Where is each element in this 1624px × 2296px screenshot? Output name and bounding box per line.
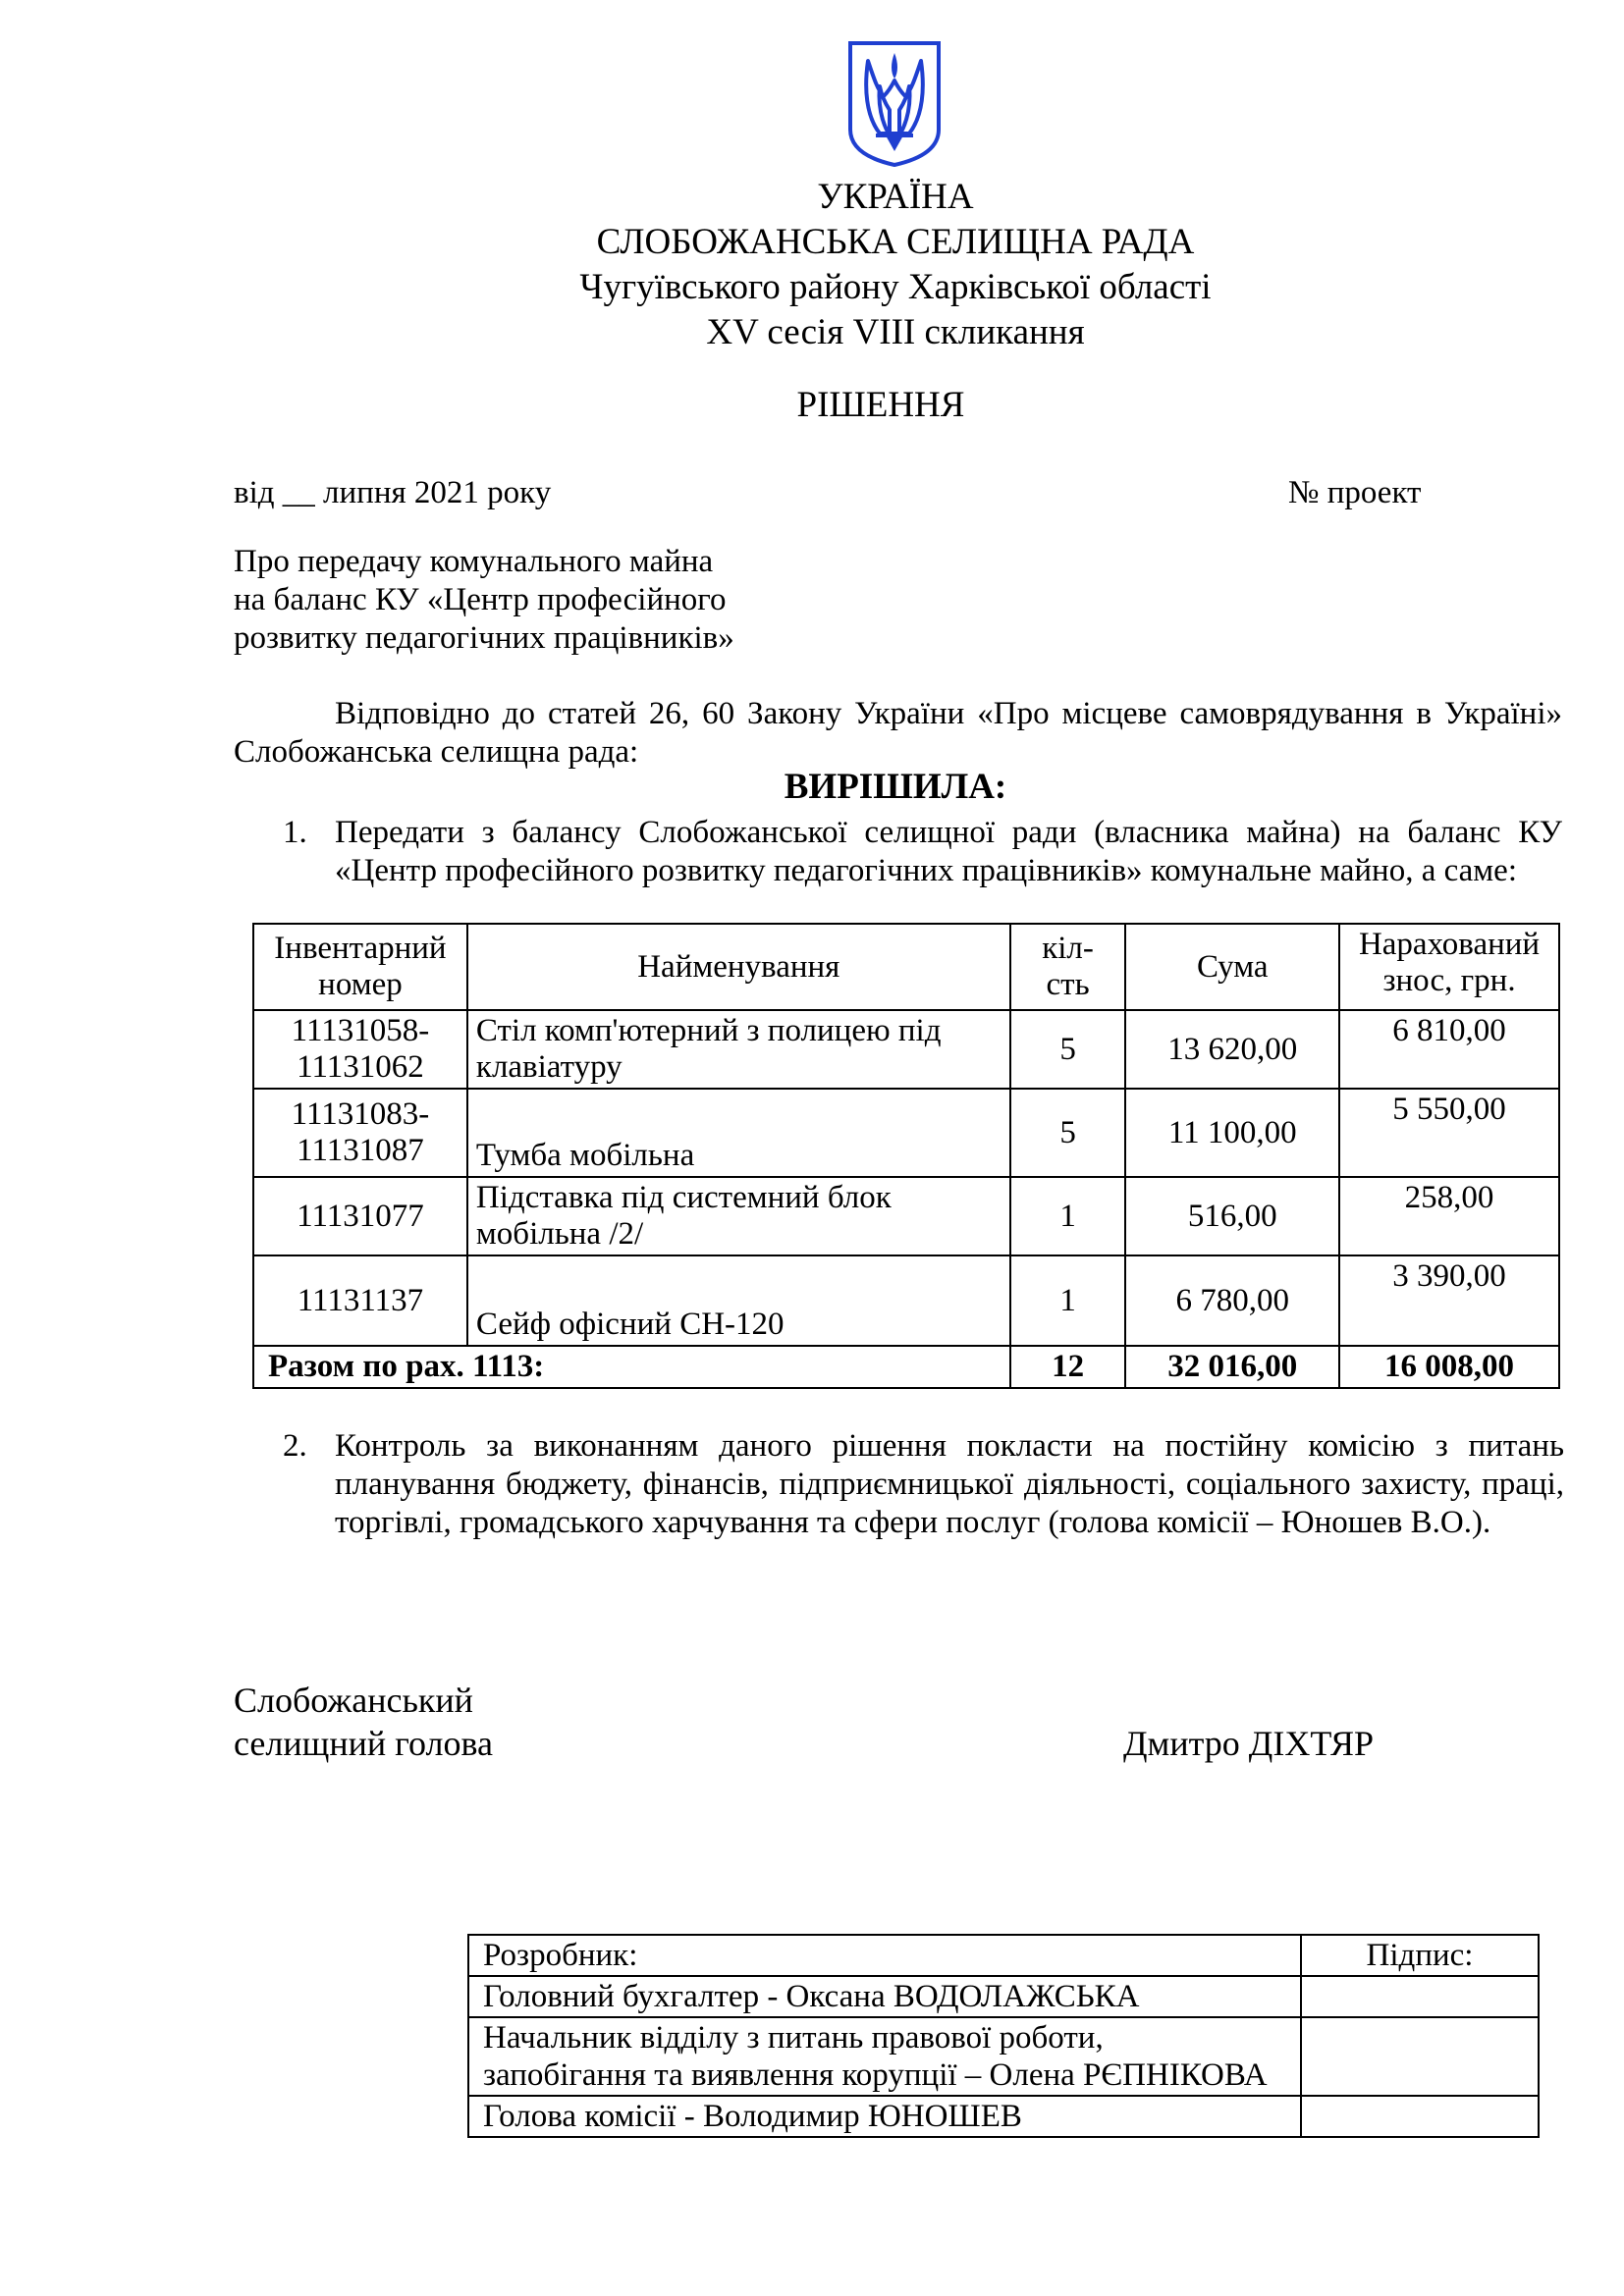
item-number: 2. (283, 1428, 307, 1464)
inv-number: 11131087 (297, 1133, 424, 1168)
approver-name: Головний бухгалтер - Оксана ВОДОЛАЖСЬКА (468, 1976, 1301, 2017)
header-district: Чугуївського району Харківської області (579, 267, 1212, 307)
table-row (253, 1010, 1559, 1089)
name-cell (467, 1177, 1010, 1255)
approver-line: Начальник відділу з питань правової роботи, (483, 2020, 1104, 2056)
item2-line: планування бюджету, фінансів, підприємницької діяльності, соціального захисту, праці, (335, 1467, 1564, 1502)
sum-cell: 13 620,00 (1125, 1010, 1339, 1089)
item-number: 1. (283, 815, 307, 850)
sum-cell: 516,00 (1125, 1177, 1339, 1255)
inv-cell (253, 1089, 467, 1177)
signatory-name: Дмитро ДІХТЯР (1123, 1724, 1374, 1763)
approval-row (468, 1976, 1539, 2017)
approver-name (468, 2017, 1301, 2096)
dep-cell: 258,00 (1339, 1177, 1559, 1255)
header-sum: Сума (1125, 924, 1339, 1010)
approval-table (467, 1934, 1540, 2138)
approval-header-left: Розробник: (468, 1935, 1301, 1976)
total-dep: 16 008,00 (1339, 1346, 1559, 1388)
header-council: СЛОБОЖАНСЬКА СЕЛИЩНА РАДА (596, 222, 1195, 262)
header-dep-1: Нарахований (1358, 927, 1541, 962)
header-inv-1: Інвентарний (274, 931, 447, 966)
header-country: УКРАЇНА (817, 177, 974, 217)
item-name: мобільна /2/ (475, 1216, 644, 1252)
approval-header-row (468, 1935, 1539, 1976)
subject-line: на баланс КУ «Центр професійного (234, 582, 727, 617)
qty-cell: 5 (1010, 1089, 1126, 1177)
header-dep-2: знос, грн. (1382, 963, 1516, 998)
qty-cell: 1 (1010, 1177, 1126, 1255)
item-name: клавіатуру (475, 1049, 623, 1085)
total-sum: 32 016,00 (1125, 1346, 1339, 1388)
approver-line: запобігання та виявлення корупції – Олена РЄПНІКОВА (483, 2057, 1268, 2093)
header-cell (253, 924, 467, 1010)
signatory-title: селищний голова (234, 1724, 494, 1763)
approval-row (468, 2096, 1539, 2137)
approval-row (468, 2017, 1539, 2096)
item-name: Стіл комп'ютерний з полицею під (475, 1013, 942, 1048)
inv-cell: 11131077 (253, 1177, 467, 1255)
dep-cell: 5 550,00 (1339, 1089, 1559, 1177)
decided-heading: ВИРІШИЛА: (784, 767, 1007, 807)
table-row (253, 1255, 1559, 1346)
table-total-row (253, 1346, 1559, 1388)
header-cell (1010, 924, 1126, 1010)
qty-cell: 5 (1010, 1010, 1126, 1089)
header-qty-1: кіл- (1042, 931, 1094, 966)
item-name: Підставка під системний блок (475, 1180, 892, 1215)
dep-cell: 6 810,00 (1339, 1010, 1559, 1089)
subject-line: Про передачу комунального майна (234, 544, 714, 579)
item2-line: Контроль за виконанням даного рішення покласти на постійну комісію з питань (335, 1428, 1564, 1464)
name-cell (467, 1010, 1010, 1089)
sum-cell: 6 780,00 (1125, 1255, 1339, 1346)
inv-cell: 11131137 (253, 1255, 467, 1346)
header-qty-2: сть (1046, 967, 1090, 1002)
signature-cell (1301, 2017, 1539, 2096)
item1-line: Передати з балансу Слобожанської селищної ради (власника майна) на баланс КУ (335, 815, 1562, 850)
document-number: № проект (1288, 475, 1422, 510)
table-header-row (253, 924, 1559, 1010)
name-cell: Сейф офісний СН-120 (467, 1255, 1010, 1346)
table-row (253, 1177, 1559, 1255)
name-cell: Тумба мобільна (467, 1089, 1010, 1177)
preamble-line: Відповідно до статей 26, 60 Закону України «Про місцеве самоврядування в Україні» (335, 696, 1562, 731)
signatory-title: Слобожанський (234, 1681, 473, 1720)
inv-cell (253, 1010, 467, 1089)
header-cell (1339, 924, 1559, 1010)
total-qty: 12 (1010, 1346, 1126, 1388)
header-session: XV сесія VIII скликання (706, 312, 1085, 352)
doc-type-title: РІШЕННЯ (796, 385, 965, 425)
approval-header-right: Підпис: (1301, 1935, 1539, 1976)
signature-cell (1301, 2096, 1539, 2137)
coat-of-arms-icon (846, 39, 943, 169)
header-inv-2: номер (318, 967, 403, 1002)
header-name: Найменування (467, 924, 1010, 1010)
approver-name: Голова комісії - Володимир ЮНОШЕВ (468, 2096, 1301, 2137)
preamble-line: Слобожанська селищна рада: (234, 734, 639, 770)
subject-line: розвитку педагогічних працівників» (234, 620, 734, 656)
total-label: Разом по рах. 1113: (253, 1346, 1010, 1388)
item2-line: торгівлі, громадського харчування та сфери послуг (голова комісії – Юношев В.О.). (335, 1505, 1491, 1540)
signature-cell (1301, 1976, 1539, 2017)
table-row (253, 1089, 1559, 1177)
qty-cell: 1 (1010, 1255, 1126, 1346)
item1-line: «Центр професійного розвитку педагогічних працівників» комунальне майно, а саме: (335, 853, 1518, 888)
sum-cell: 11 100,00 (1125, 1089, 1339, 1177)
document-date: від __ липня 2021 року (234, 475, 552, 510)
inv-number: 11131062 (297, 1049, 424, 1085)
property-table (252, 923, 1560, 1389)
dep-cell: 3 390,00 (1339, 1255, 1559, 1346)
inv-number: 11131058- (291, 1013, 430, 1048)
inv-number: 11131083- (291, 1096, 430, 1132)
